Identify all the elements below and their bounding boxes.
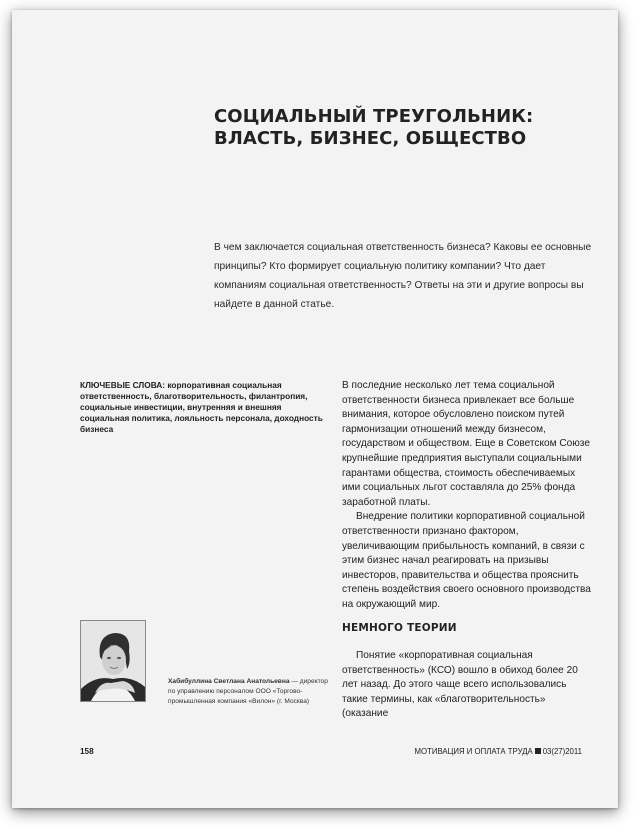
section-heading: НЕМНОГО ТЕОРИИ <box>342 622 457 634</box>
theory-paragraph-1: Понятие «корпоративная социальная ответственность» (КСО) вошло в обиход более 20 лет назад. До этого чаще всего использовались такие термины, как «благотворительность» (оказание <box>342 650 578 720</box>
article-title-line-1: СОЦИАЛЬНЫЙ ТРЕУГОЛЬНИК: <box>214 106 534 127</box>
author-portrait-image <box>81 621 145 701</box>
author-name: Хабибуллина Светлана Анатольевна <box>168 678 290 685</box>
article-title <box>214 106 604 150</box>
theory-column <box>342 649 594 722</box>
article-title-line-2: ВЛАСТЬ, БИЗНЕС, ОБЩЕСТВО <box>214 128 527 149</box>
author-photo <box>80 620 146 702</box>
journal-issue: 03(27)2011 <box>542 747 582 756</box>
journal-footer <box>415 747 582 756</box>
author-dash: — <box>289 678 300 685</box>
journal-name: МОТИВАЦИЯ И ОПЛАТА ТРУДА <box>414 747 533 756</box>
article-lead: В чем заключается социальная ответственность бизнеса? Каковы ее основные принципы? Кто формирует социальную политику компании? Что дает компаниям социальная ответственность? Ответы на эти и другие вопросы вы найдете в данной статье. <box>214 242 592 310</box>
body-paragraph-1: В последние несколько лет тема социальной ответственности бизнеса привлекает все больше внимания, которое обусловлено поиском путей гармонизации отношений между бизнесом, государством и обществом. Еще в Советском Союзе крупнейшие предприятия выступали социальными гарантами общества, стоимость обеспечиваемых ими социальных льгот составляла до 25% фонда заработной платы. <box>342 380 590 508</box>
keywords-label: КЛЮЧЕВЫЕ СЛОВА: <box>80 380 166 390</box>
body-paragraph-2: Внедрение политики корпоративной социальной ответственности признано фактором, увеличивающим прибыльность компаний, в связи с этим бизнес начал реагировать на призывы инвесторов, правительства и общества прояснить степень воздействия своего основного производства на окружающий мир. <box>342 511 591 610</box>
author-position: директор по управлению персоналом ООО «Торгово-промышленная компания «Вилон» (г. Москва) <box>168 678 328 705</box>
keywords-block <box>80 380 330 435</box>
square-separator-icon <box>535 748 541 754</box>
magazine-page <box>12 10 618 808</box>
keywords-text: корпоративная социальная ответственность, благотворительность, филантропия, социальные инвестиции, внутренняя и внешняя социальная политика, лояльность персонала, доходность бизнеса <box>80 380 323 434</box>
body-column <box>342 379 594 613</box>
page-number: 158 <box>80 747 94 756</box>
author-info <box>168 677 330 707</box>
